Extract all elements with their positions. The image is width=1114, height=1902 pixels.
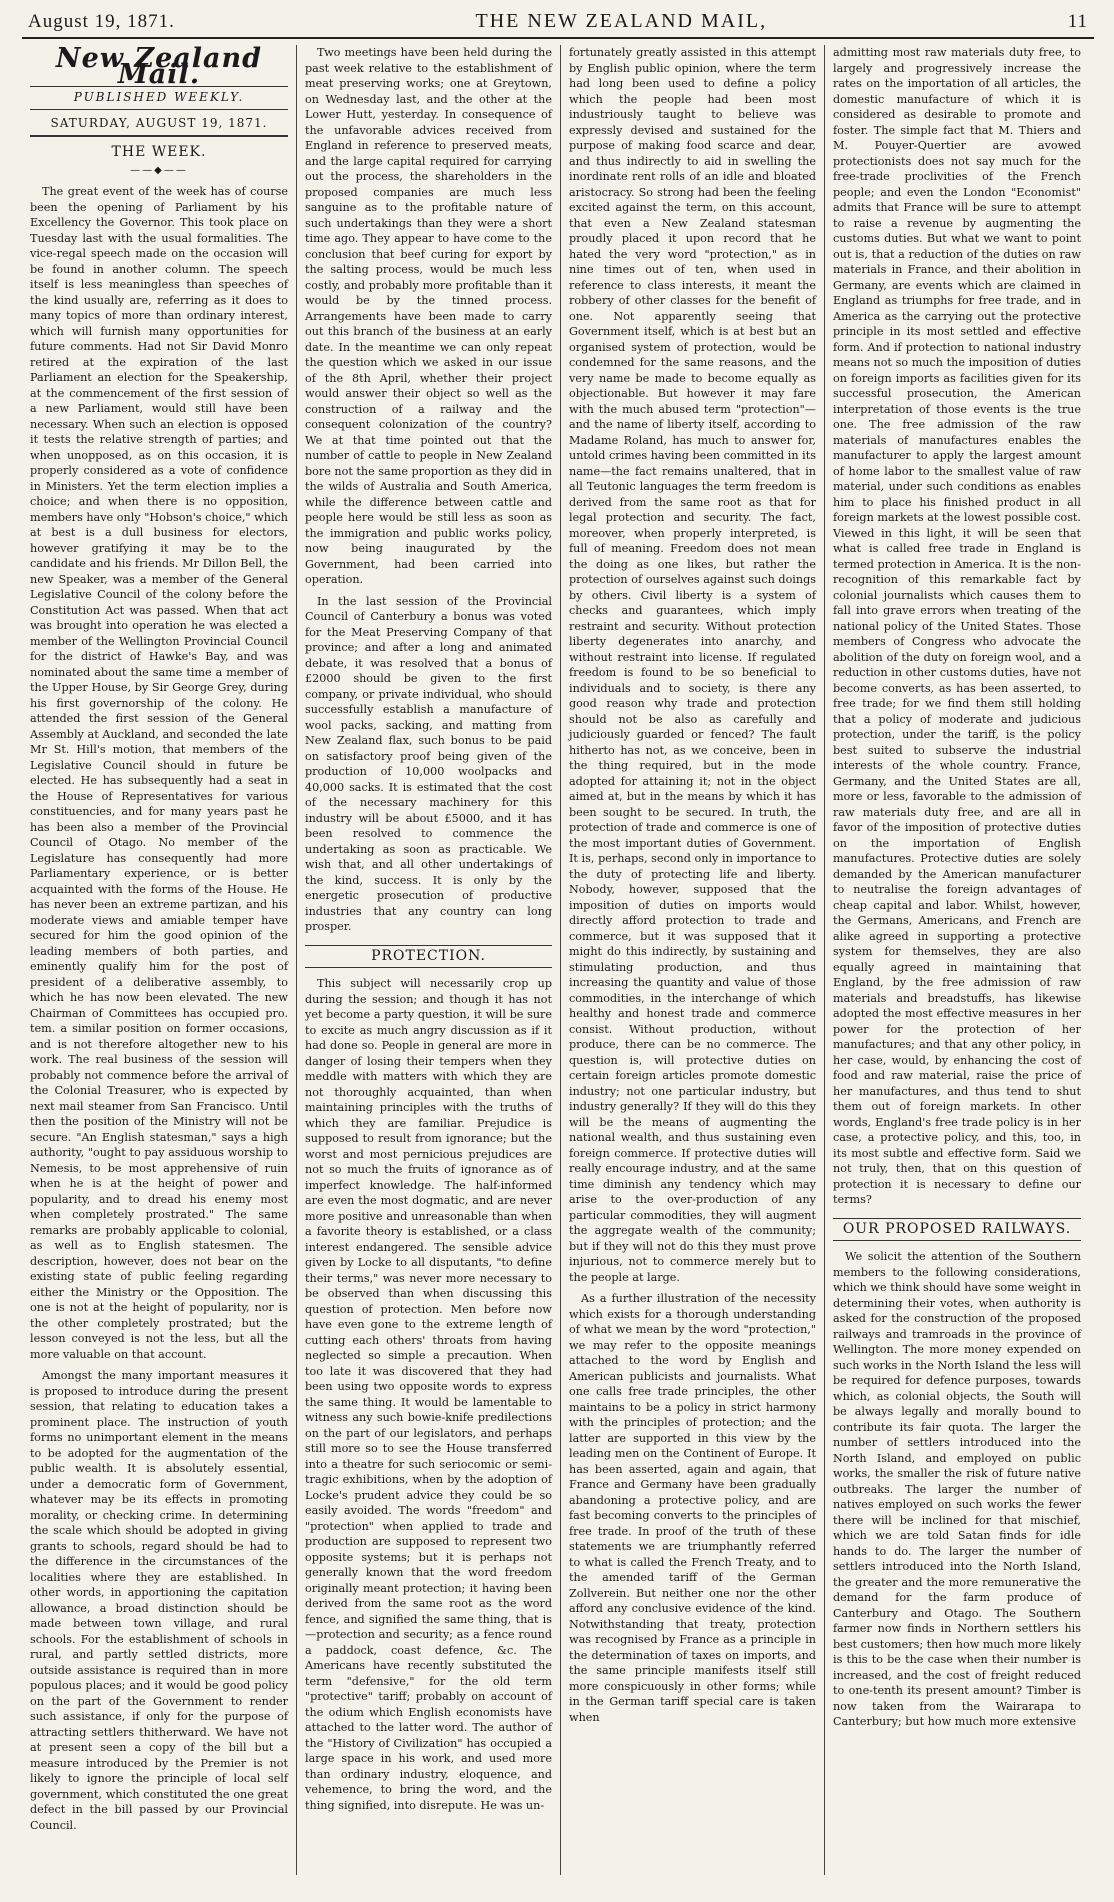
article-paragraph: Two meetings have been held during the past week relative to the establishment of meat preserving works; one at Greytown, on Wednesday last, and the other at the Lower Hutt, yesterday. In consequence of the unfavorable advices received from England in reference to preserved meats, and the large capital required for carrying out the process, the shareholders in the proposed companies are much less sanguine as to the profitable nature of such undertakings than they were a short time ago. They appear to have come to the conclusion that beef curing for export by the salting process, would be much less costly, and probably more profitable than it would be by the tinned process. Arrangements have been made to carry out this branch of the business at an early date. In the meantime we can only repeat the question which we asked in our issue of the 8th April, whether their project would answer their object so well as the construction of a railway and the consequent colonization of the country? We at that time pointed out that the number of cattle to people in New Zealand bore not the same proportion as they did in the wilds of Australia and South America, while the difference between cattle and people here would be still less as soon as the immigration and public works policy, now being inaugurated by the Government, had been carried into operation. <box>305 46 552 586</box>
article-paragraph: fortunately greatly assisted in this attempt by English public opinion, where the term had long been used to define a policy which the people had been most industriously taught to believe was expressly devised and sustained for the purpose of making food scarce and dear, and thus indirectly to aid in swelling the inordinate rent rolls of an idle and bloated aristocracy. So strong had been the feeling excited against the term, on this account, that even a New Zealand statesman proudly placed it upon record that he hated the very word "protection," as in nine times out of ten, when used in reference to class interests, it meant the robbery of other classes for the benefit of one. Not apparently seeing that Government itself, which is at best but an organised system of protection, would be condemned for the same reasons, and the very name be made to become equally as objectionable. But however it may fare with the much abused term "protection"—and the name of liberty itself, according to Madame Roland, has much to answer for, untold crimes having been committed in its name—the fact remains unaltered, that in all Teutonic languages the term freedom is derived from the same root as that for legal protection and security. The fact, moreover, when properly interpreted, is full of meaning. Freedom does not mean the doing as one likes, but rather the protection of ourselves against such doings by others. Civil liberty is a system of checks and guarantees, which imply restraint and security. Without protection liberty degenerates into anarchy, and without restraint into license. If regulated freedom is found to be so beneficial to individuals and to society, is there any good reason why trade and protection should not be also as carefully and judiciously guarded or fenced? The fault hitherto has not, as we conceive, been in the thing required, but in the mode adopted for attaining it; not in the object aimed at, but in the means by which it has been sought to be secured. In truth, the protection of trade and commerce is one of the most important duties of Government. It is, perhaps, second only in importance to the duty of protecting life and liberty. Nobody, however, supposed that the imposition of duties on imports would directly afford protection to trade and commerce, but it was supposed that it might do this indirectly, by sustaining and stimulating production, and thus increasing the quantity and value of those commodities, in the interchange of which healthy and honest trade and commerce consist. Without production, without produce, there can be no commerce. The question is, will protective duties on certain foreign articles promote domestic industry; not one particular industry, but industry generally? If they will do this they will be the means of augmenting the national wealth, and thus sustaining even foreign commerce. If protective duties will really encourage industry, and at the same time diminish any tendency which may arise to the over-production of any particular commodities, they will augment the aggregate wealth of the community; but if they will not do this they must prove injurious, not to commerce merely but to the people at large. <box>569 46 816 1284</box>
week-heading: THE WEEK. <box>111 144 207 160</box>
article-paragraph: In the last session of the Provincial Council of Canterbury a bonus was voted for the Meat Preserving Company of that province; and after a long and animated debate, it was resolved that a bonus of £2000 should be given to the first company, or private individual, who should successfully establish a manufacture of wool packs, sacking, and matting from New Zealand flax, such bonus to be paid on satisfactory proof being given of the production of 10,000 woolpacks and 40,000 sacks. It is estimated that the cost of the necessary machinery for this industry will be about £5000, and it has been resolved to commence the undertaking as soon as practicable. We wish that, and all other undertakings of the kind, success. It is only by the energetic prosecution of productive industries that any country can long prosper. <box>305 594 552 933</box>
masthead-title: New Zealand Mail. <box>55 45 263 90</box>
header-title: THE NEW ZEALAND MAIL, <box>475 10 768 32</box>
article-paragraph: Amongst the many important measures it is proposed to introduce during the present session, that relating to education takes a prominent place. The instruction of youth forms no unimportant element in the means to be adopted for the augmentation of the public wealth. It is absolutely essential, under a democratic form of Government, whatever may be its effects in promoting morality, or checking crime. In determining the scale which should be adopted in giving grants to schools, regard should be had to the difference in the circumstances of the localities where they are established. In other words, in apportioning the capitation allowance, a broad distinction should be made between town village, and rural schools. For the establishment of schools in rural, and partly settled districts, more outside assistance is required than in more populous places; and it would be good policy on the part of the Government to render such assistance, if only for the purpose of attracting settlers thitherward. We have not at present seen a copy of the bill but a measure introduced by the Premier is not likely to ignore the principle of local self government, which constituted the one great defect in the bill passed by our Provincial Council. <box>30 1369 288 1832</box>
column-2 <box>297 45 561 1875</box>
article-paragraph: This subject will necessarily crop up during the session; and though it has not yet become a party question, it will be sure to excite as much angry discussion as if it had done so. People in general are more in danger of losing their tempers when they meddle with matters with which they are not thoroughly acquainted, than when maintaining principles with the truths of which they are familiar. Prejudice is supposed to result from ignorance; but the worst and most pernicious prejudices are not so much the fruits of ignorance as of imperfect knowledge. The half-informed are even the most dogmatic, and are never more positive and unreasonable than when a favorite theory is established, or a class interest endangered. The sensible advice given by Locke to all disputants, "to define their terms," was never more necessary to be observed than when discussing this question of protection. Men before now have even gone to the extreme length of cutting each others' throats from having neglected so simple a precaution. When too late it was discovered that they had been using two opposite words to express the same thing. It would be lamentable to witness any such bowie-knife predilections on the part of our legislators, and perhaps still more so to see the House transferred into a theatre for such seriocomic or semi-tragic exhibitions, when by the adoption of Locke's prudent advice they could be so easily avoided. The words "freedom" and "protection" when applied to trade and production are supposed to represent two opposite systems; but it is perhaps not generally known that the word freedom originally meant protection; it having been derived from the same root as the word fence, and signified the same thing, that is—protection and security; as a fence round a paddock, coast defence, &c. The Americans have recently substituted the term "defensive," for the old term "protective" tariff; probably on account of the odium which English economists have attached to the latter word. The author of the "History of Civilization" has occupied a large space in his work, and used more than ordinary industry, eloquence, and vehemence, to bring the word, and the thing signified, into disrepute. He was un- <box>305 977 552 1812</box>
article-paragraph: admitting most raw materials duty free, to largely and progressively increase the rates on the importation of all articles, the domestic manufacture of which it is considered as desirable to promote and foster. The simple fact that M. Thiers and M. Pouyer-Quertier are avowed protectionists does not say much for the free-trade proclivities of the French people; and even the London "Economist" admits that France will be sure to attempt to raise a revenue by augmenting the customs duties. But what we want to point out is, that a reduction of the duties on raw materials in France, and their abolition in Germany, are events which are claimed in England as triumphs for free trade, and in America as the carrying out the protective principle in its most settled and effective form. And if protection to national industry means not so much the imposition of duties on foreign imports as facilities given for its successful prosecution, the American interpretation of those events is the true one. The free admission of the raw materials of manufactures enables the manufacturer to apply the largest amount of home labor to the smallest value of raw material, under such conditions as enables him to place his finished product in all foreign markets at the lowest possible cost. Viewed in this light, it will be seen that what is called free trade in England is termed protection in America. It is the non-recognition of this remarkable fact by colonial journalists which causes them to fall into grave errors when treating of the national policy of the United States. Those members of Congress who advocate the abolition of the duty on foreign wool, and a reduction in other customs duties, have not become converts, as has been asserted, to free trade; for we find them still holding that a policy of moderate and judicious protection, under the tariff, is the policy best suited to subserve the industrial interests of the whole country. France, Germany, and the United States are all, more or less, favorable to the admission of raw materials duty free, and are all in favor of the imposition of protective duties on the importation of English manufactures. Protective duties are solely demanded by the American manufacturer to neutralise the foreign advantages of cheap capital and labor. Whilst, however, the Germans, Americans, and French are alike agreed in supporting a protective system for themselves, they are also equally agreed in maintaining that England, by the free admission of raw materials and breadstuffs, has likewise adopted the most effective measures in her power for the protection of her manufactures; and that any other policy, in her case, would, by enhancing the cost of food and raw material, raise the price of her manufactures, and thus tend to shut them out of foreign markets. In other words, England's free trade policy is in her case, a protective policy, and this, too, in its most subtle and effective form. Said we not truly, then, that on this question of protection it is necessary to define our terms? <box>833 46 1081 1206</box>
masthead-date: SATURDAY, AUGUST 19, 1871. <box>30 114 288 138</box>
masthead-subtitle: PUBLISHED WEEKLY. <box>30 86 288 110</box>
protection-heading: PROTECTION. <box>305 945 552 969</box>
columns <box>22 45 1094 1875</box>
header-page-number: 11 <box>1067 11 1088 32</box>
article-paragraph: The great event of the week has of course been the opening of Parliament by his Excellency the Governor. This took place on Tuesday last with the usual formalities. The vice-regal speech made on the occasion will be found in another column. The speech itself is less meaningless than speeches of the kind usually are, referring as it does to many topics of more than ordinary interest, which will furnish many opportunities for future comments. Had not Sir David Monro retired at the expiration of the last Parliament an election for the Speakership, at the commencement of the first session of a new Parliament, would still have been necessary. When such an election is opposed it tests the relative strength of parties; and when unopposed, as on this occasion, it is properly considered as a vote of confidence in Ministers. Yet the term election implies a choice; and when there is no opposition, members have only "Hobson's choice," which at best is a dull business for electors, however gratifying it may be to the candidate and his friends. Mr Dillon Bell, the new Speaker, was a member of the General Legislative Council of the colony before the Constitution Act was passed. When that act was brought into operation he was elected a member of the Wellington Provincial Council for the district of Hawke's Bay, and was nominated about the same time a member of the Upper House, by Sir George Grey, during his first governorship of the colony. He attended the first session of the General Assembly at Auckland, and seconded the late Mr St. Hill's motion, that members of the Legislative Council should in future be elected. He has subsequently had a seat in the House of Representatives for various constituencies, and for many years past he has been also a member of the Provincial Council of Otago. No member of the Legislature has consequently had more Parliamentary experience, or is better acquainted with the forms of the House. He has never been an extreme partizan, and his moderate views and amiable temper have secured for him the good opinion of the leading members of both parties, and eminently qualify him for the post of president of a deliberative assembly, to which he has now been elevated. The new Chairman of Committees has occupied pro. tem. a similar position on former occasions, and is not therefore altogether new to his work. The real business of the session will probably not commence before the arrival of the Colonial Treasurer, who is expected by next mail steamer from San Francisco. Until then the position of the Ministry will not be secure. "An English statesman," says a high authority, "ought to pay assiduous worship to Nemesis, to be most apprehensive of ruin when he is at the height of power and popularity, and to dread his enemy most when completely prostrated." The same remarks are probably applicable to colonial, as well as to English statesmen. The description, however, does not bear on the existing state of public feeling regarding either the Ministry or the Opposition. The one is not at the height of popularity, nor is the other completely prostrated; but the lesson conveyed is not the less, but all the more valuable on that account. <box>30 185 288 1361</box>
railways-heading: OUR PROPOSED RAILWAYS. <box>833 1218 1081 1242</box>
column-3 <box>561 45 825 1875</box>
running-head <box>22 10 1094 39</box>
newspaper-page <box>22 10 1094 1890</box>
ornament-divider: ——◆—— <box>130 164 188 176</box>
column-4 <box>825 45 1089 1875</box>
header-date: August 19, 1871. <box>28 11 175 32</box>
article-paragraph: We solicit the attention of the Southern members to the following considerations, which we think should have some weight in determining their votes, when authority is asked for the construction of the proposed railways and tramroads in the province of Wellington. The more money expended on such works in the North Island the less will be required for defence purposes, towards which, as colonial objects, the South will be always legally and morally bound to contribute its fair quota. The larger the number of settlers introduced into the North Island, and employed on public works, the smaller the risk of future native outbreaks. The larger the number of natives employed on such works the fewer there will be inclined for that mischief, which we are told Satan finds for idle hands to do. The larger the number of settlers introduced into the North Island, the greater and the more remunerative the demand for the farm produce of Canterbury and Otago. The Southern farmer now finds in Northern settlers his best customers; then how much more likely is this to be the case when their number is increased, and the cost of freight reduced to one-tenth its present amount? Timber is now taken from the Wairarapa to Canterbury; but how much more extensive <box>833 1250 1081 1728</box>
article-paragraph: As a further illustration of the necessity which exists for a thorough understanding of what we mean by the word "protection," we may refer to the opposite meanings attached to the word by English and American publicists and journalists. What one calls free trade principles, the other maintains to be a policy in strict harmony with the principles of protection; and the latter are supported in this view by the leading men on the Continent of Europe. It has been asserted, again and again, that France and Germany have been gradually abandoning a protective policy, and are fast becoming converts to the principles of free trade. In proof of the truth of these statements we are triumphantly referred to what is called the French Treaty, and to the amended tariff of the German Zollverein. But neither one nor the other afford any conclusive evidence of the kind. Notwithstanding that treaty, protection was recognised by France as a principle in the determination of taxes on imports, and the same principle manifests itself still more conspicuously in other forms; while in the German tariff special care is taken when <box>569 1292 816 1724</box>
column-1 <box>22 45 297 1875</box>
